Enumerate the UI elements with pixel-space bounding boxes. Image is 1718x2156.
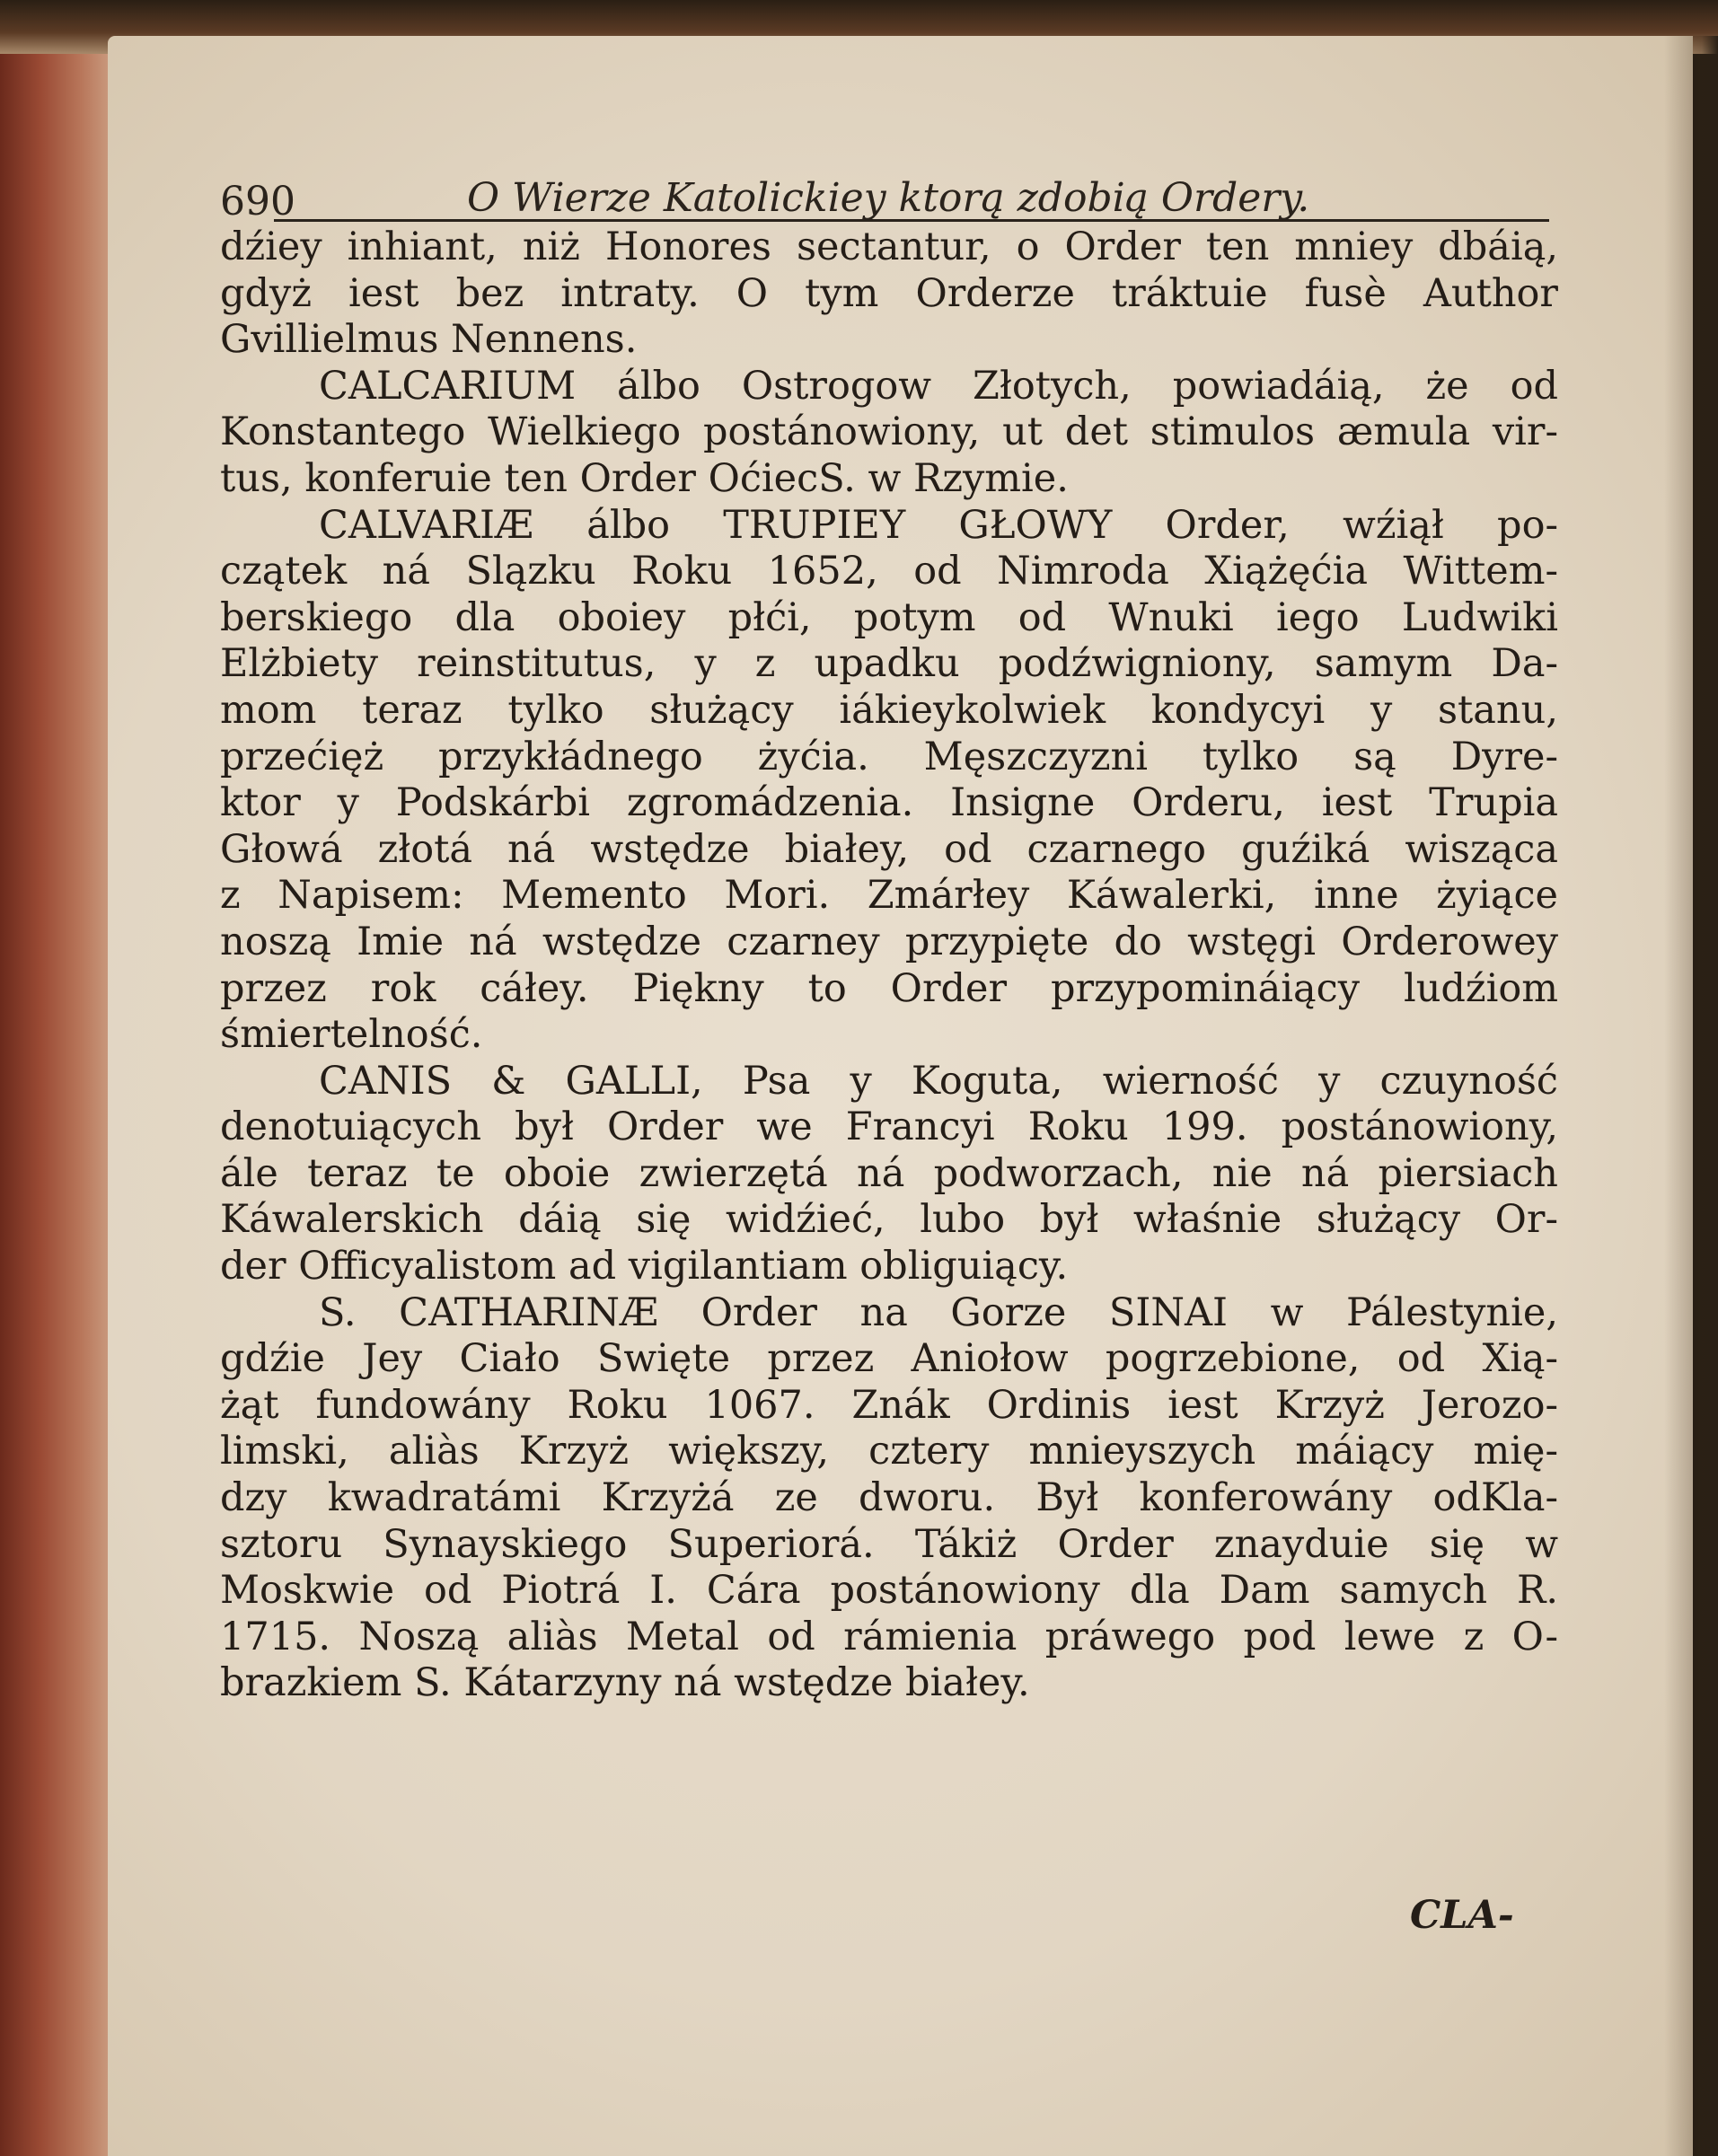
text-line: brazkiem S. Kátarzyny ná wstędze białey. bbox=[220, 1660, 1030, 1706]
text-line: Káwalerskich dáią się widźieć, lubo był właśnie służący Or- bbox=[220, 1197, 1558, 1243]
text-line: limski, aliàs Krzyż większy, cztery mnieyszych máiący mię- bbox=[220, 1429, 1558, 1474]
text-body bbox=[220, 224, 1558, 1707]
text-line: berskiego dla oboiey płći, potym od Wnuki iego Ludwiki bbox=[220, 594, 1558, 640]
text-line: S. CATHARINÆ Order na Gorze SINAI w Pálestynie, bbox=[319, 1289, 1558, 1335]
header-rule bbox=[274, 219, 1549, 222]
catchword: CLA- bbox=[1410, 1893, 1514, 1938]
text-line: CALCARIUM álbo Ostrogow Złotych, powiadáią, że od bbox=[319, 363, 1558, 409]
text-line: noszą Imie ná wstędze czarney przypięte do wstęgi Orderowey bbox=[220, 919, 1558, 964]
text-line: Gvillielmus Nennens. bbox=[220, 317, 638, 363]
text-line: ktor y Podskárbi zgromádzenia. Insigne Orderu, iest Trupia bbox=[220, 780, 1558, 826]
text-line: mom teraz tylko służący iákieykolwiek kondycyi y stanu, bbox=[220, 687, 1558, 733]
text-line: dzy kwadratámi Krzyżá ze dworu. Był konferowány odKla- bbox=[220, 1475, 1558, 1521]
text-line: Elżbiety reinstitutus, y z upadku podźwigniony, samym Da- bbox=[220, 641, 1558, 687]
text-line: Konstantego Wielkiego postánowiony, ut det stimulos æmula vir- bbox=[220, 409, 1558, 455]
text-line: tus, konferuie ten Order OćiecS. w Rzymie. bbox=[220, 455, 1069, 501]
book-gutter bbox=[1664, 36, 1718, 2156]
text-line: CALVARIÆ álbo TRUPIEY GŁOWY Order, wźiął po- bbox=[319, 502, 1558, 548]
text-line: czątek ná Slązku Roku 1652, od Nimroda Xiążęćia Wittem- bbox=[220, 549, 1558, 594]
page-number: 690 bbox=[220, 179, 295, 224]
text-line: ále teraz te oboie zwierzętá ná podworzach, nie ná piersiach bbox=[220, 1150, 1558, 1196]
text-line: denotuiących był Order we Francyi Roku 199. postánowiony, bbox=[220, 1104, 1558, 1150]
text-line: gdyż iest bez intraty. O tym Orderze tráktuie fusè Author bbox=[220, 270, 1558, 316]
text-line: 1715. Noszą aliàs Metal od rámienia práwego pod lewe z O- bbox=[220, 1614, 1558, 1659]
text-line: CANIS & GALLI, Psa y Koguta, wierność y czuyność bbox=[319, 1058, 1558, 1104]
text-line: żąt fundowány Roku 1067. Znák Ordinis iest Krzyż Jerozo- bbox=[220, 1382, 1558, 1428]
text-line: gdźie Jey Ciało Swięte przez Aniołow pogrzebione, od Xią- bbox=[220, 1336, 1558, 1382]
text-line: dźiey inhiant, niż Honores sectantur, o Order ten mniey dbáią, bbox=[220, 224, 1558, 269]
text-line: der Officyalistom ad vigilantiam obliguiący. bbox=[220, 1244, 1069, 1289]
text-line: Głowá złotá ná wstędze białey, od czarnego guźiká wisząca bbox=[220, 826, 1558, 872]
text-line: z Napisem: Memento Mori. Zmárłey Káwalerki, inne żyiące bbox=[220, 873, 1558, 919]
text-line: sztoru Synayskiego Superiorá. Tákiż Order znayduie się w bbox=[220, 1521, 1558, 1567]
text-line: Moskwie od Piotrá I. Cára postánowiony dla Dam samych R. bbox=[220, 1568, 1558, 1614]
running-title: O Wierze Katolickiey ktorą zdobią Ordery. bbox=[467, 175, 1310, 221]
text-line: przećięż przykłádnego żyćia. Męszczyzni tylko są Dyre- bbox=[220, 734, 1558, 779]
text-line: śmiertelność. bbox=[220, 1012, 483, 1058]
text-line: przez rok cáłey. Piękny to Order przypomináiący ludźiom bbox=[220, 965, 1558, 1011]
